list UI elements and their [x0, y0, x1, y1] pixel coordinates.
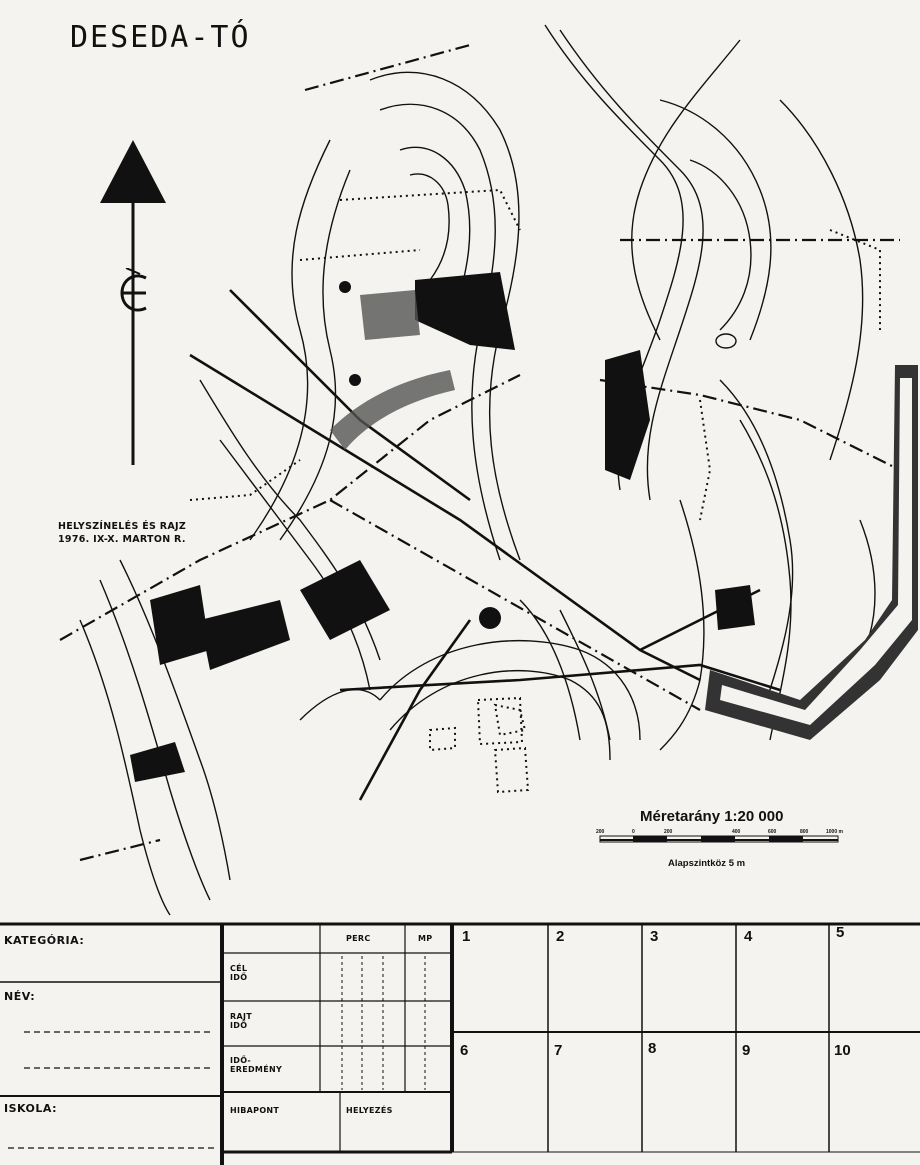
scale-tick: 600	[768, 829, 777, 835]
placement-label: HELYEZÉS	[346, 1106, 393, 1115]
roads	[60, 45, 900, 860]
start-time-label: RAJT IDŐ	[230, 1012, 252, 1030]
checkpoint-9-number: 9	[742, 1042, 751, 1059]
school-label: ISKOLA:	[4, 1102, 58, 1115]
main-roads	[190, 290, 780, 800]
checkpoint-10-number: 10	[834, 1042, 851, 1059]
checkpoint-8-number: 8	[648, 1040, 657, 1057]
checkpoint-1-number: 1	[462, 928, 471, 945]
name-label: NÉV:	[4, 990, 36, 1003]
scale-title: Méretarány 1:20 000	[640, 808, 784, 825]
finish-time-label: CÉL IDŐ	[230, 964, 248, 982]
scale-bar	[600, 836, 838, 842]
map-title: DESEDA-TÓ	[70, 20, 251, 55]
contour-interval-note: Alapszintköz 5 m	[668, 858, 746, 869]
penalty-points-label: HIBAPONT	[230, 1106, 280, 1115]
col-perc-header: PERC	[346, 934, 371, 943]
checkpoint-2-number: 2	[556, 928, 565, 945]
contour-lines	[80, 72, 640, 915]
checkpoint-5-number: 5	[836, 924, 845, 941]
checkpoint-4-number: 4	[744, 928, 753, 945]
checkpoint-7-number: 7	[554, 1042, 563, 1059]
scale-tick: 0	[632, 829, 635, 835]
north-e-icon	[116, 268, 152, 318]
result-time-label: IDŐ-EREDMÉNY	[230, 1056, 283, 1074]
scale-tick: 1000 m	[826, 829, 843, 835]
checkpoint-3-number: 3	[650, 928, 659, 945]
scale-tick: 400	[732, 829, 741, 835]
scale-tick: 200	[596, 829, 605, 835]
map-credit	[58, 520, 186, 546]
checkpoint-6-number: 6	[460, 1042, 469, 1059]
contour-lines-right	[545, 25, 875, 750]
hatched-boundary	[705, 365, 918, 740]
scale-tick: 200	[664, 829, 673, 835]
col-mp-header: MP	[418, 934, 433, 943]
category-label: KATEGÓRIA:	[4, 934, 85, 947]
result-form	[0, 920, 920, 1165]
credit-line-1: HELYSZÍNELÉS ÉS RAJZ	[58, 521, 187, 532]
scale-tick: 800	[800, 829, 809, 835]
credit-line-2: 1976. IX-X. MARTON R.	[58, 534, 186, 545]
dense-areas	[130, 272, 755, 782]
